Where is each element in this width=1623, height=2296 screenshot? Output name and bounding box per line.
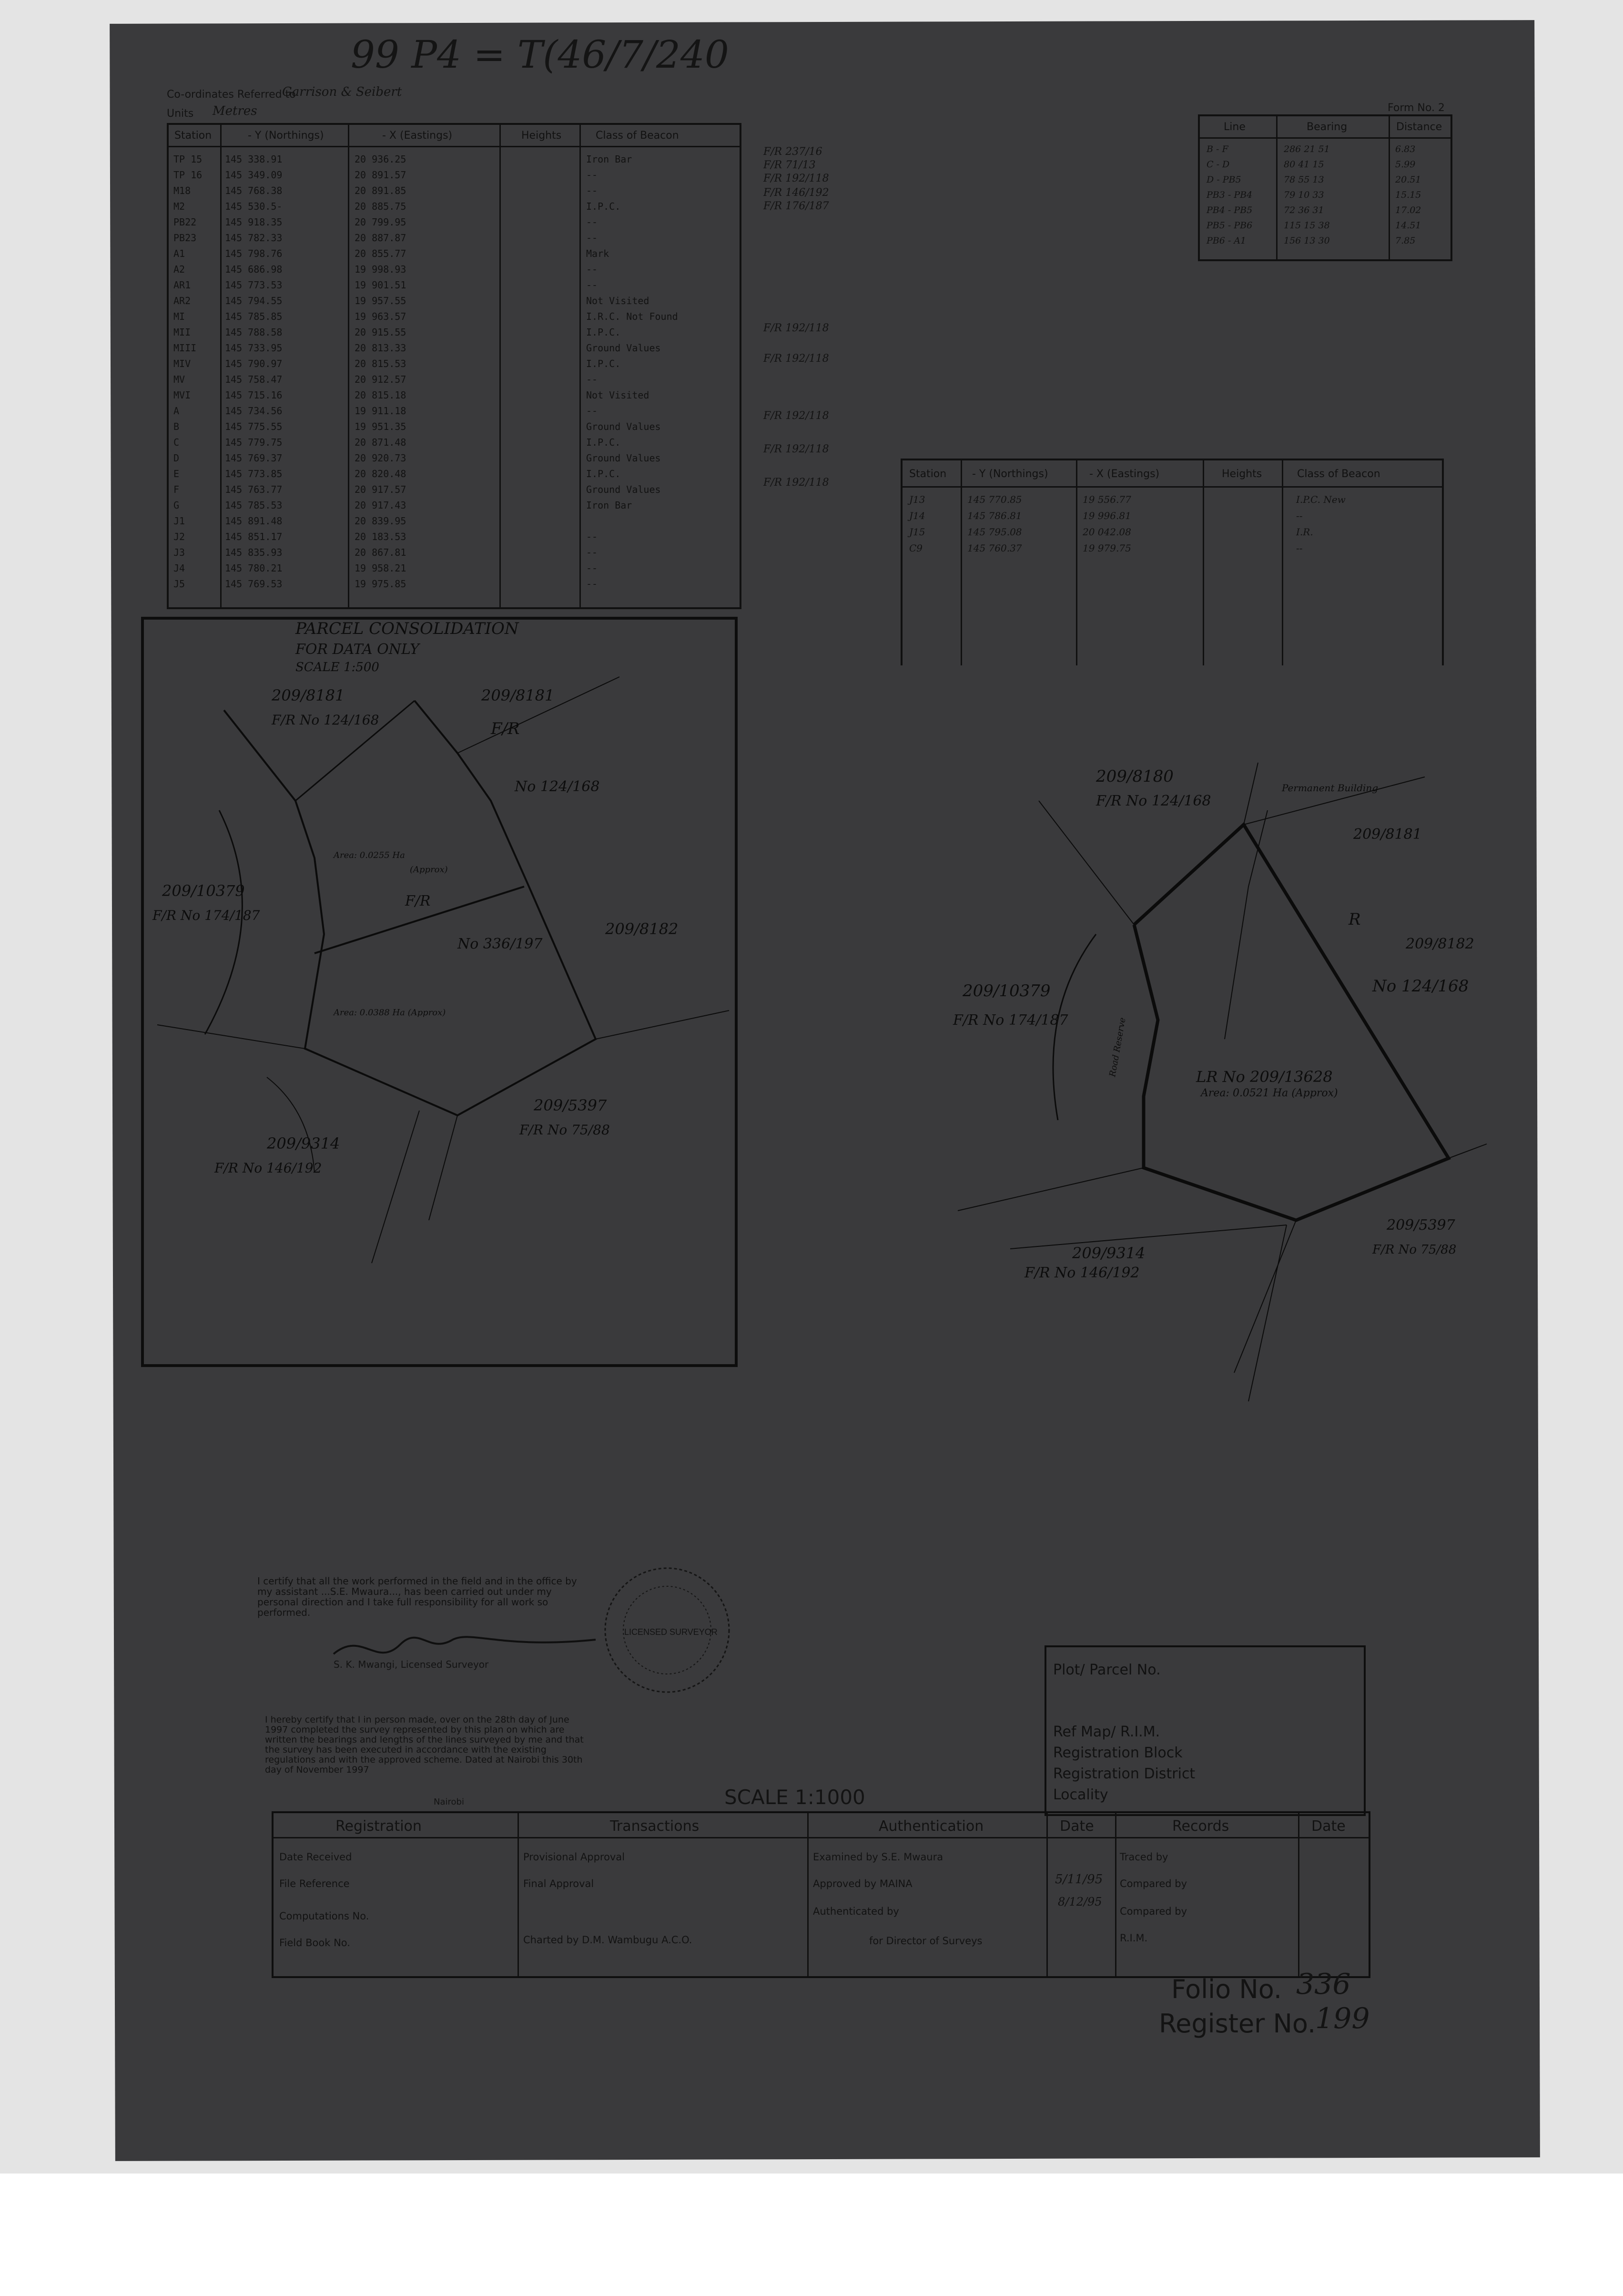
coord-cell: I.P.C. (586, 437, 621, 448)
main-plan-labels (953, 767, 1474, 1281)
coord-cell: 145 918.35 (225, 216, 283, 228)
station-cell: -- (1296, 510, 1303, 521)
coord-cell: 19 998.93 (355, 264, 406, 275)
station-cell: J14 (909, 510, 925, 521)
records-rim: R.I.M. (1120, 1932, 1148, 1944)
coord-cell: 145 773.85 (225, 468, 283, 480)
reg-header-transactions: Transactions (610, 1818, 700, 1835)
coord-cell: 145 790.97 (225, 358, 283, 369)
inset-subtitle: FOR DATA ONLY (295, 641, 419, 658)
station-cell: J13 (909, 494, 925, 505)
coord-cell: 19 958.21 (355, 562, 406, 574)
line-cell: 115 15 38 (1284, 220, 1330, 231)
line-header-bearing: Bearing (1307, 121, 1348, 133)
coord-cell: J4 (173, 562, 185, 574)
line-cell: C - D (1207, 159, 1230, 170)
line-cell: 15.15 (1395, 190, 1421, 200)
coord-cell: PB22 (173, 216, 197, 228)
coord-cell: 145 891.48 (225, 515, 283, 527)
certification-para-1: I certify that all the work performed in the field and in the office by my assistant ...S.E. Mwaura..., has been carried out under my personal direction and I take full responsibility for all work so performed. (257, 1575, 577, 1618)
line-cell: 20.51 (1395, 174, 1421, 185)
station-header-eastings: - X (Eastings) (1089, 468, 1160, 480)
records-traced: Traced by (1120, 1851, 1168, 1863)
records-compared-1: Compared by (1120, 1878, 1187, 1889)
form-number: Form No. 2 (1388, 102, 1445, 114)
coord-cell: 145 775.55 (225, 421, 283, 432)
coord-cell: I.P.C. (586, 358, 621, 369)
coord-cell: -- (586, 264, 598, 275)
coord-header-northings: - Y (Northings) (248, 130, 324, 142)
folio-label: Folio No. (1171, 1974, 1282, 2004)
coord-cell: -- (586, 216, 598, 228)
coord-cell: AR2 (173, 295, 191, 306)
signature-mark (334, 1637, 596, 1654)
inset-label-n4: 209/8182 (605, 920, 679, 938)
certification-small-note: Nairobi (434, 1797, 464, 1807)
inset-label-n5: 209/10379 (162, 882, 245, 900)
coord-cell: 20 183.53 (355, 531, 406, 542)
coord-cell: 145 733.95 (225, 342, 283, 354)
auth-director: for Director of Surveys (869, 1935, 983, 1947)
records-compared-2: Compared by (1120, 1906, 1187, 1917)
line-cell: 14.51 (1395, 220, 1421, 231)
auth-approved: Approved by MAINA (813, 1878, 913, 1889)
station-cell: 20 042.08 (1083, 526, 1131, 538)
coord-cell: 20 799.95 (355, 216, 406, 228)
station-header-class: Class of Beacon (1297, 468, 1380, 480)
coord-cell: Mark (586, 248, 609, 259)
reg-field-book: Field Book No. (279, 1937, 350, 1949)
coord-cell: MI (173, 311, 185, 322)
trans-provisional: Provisional Approval (523, 1851, 625, 1863)
line-cell: D - PB5 (1207, 174, 1241, 185)
reg-file-reference: File Reference (279, 1878, 350, 1889)
line-cell: 17.02 (1395, 205, 1421, 215)
main-label-a: 209/8180 (1096, 767, 1174, 786)
inset-label-n6b: F/R No 75/88 (519, 1122, 610, 1138)
ref-map-label: Ref Map/ R.I.M. (1053, 1724, 1160, 1740)
inset-label-n3: F/R (491, 719, 520, 738)
inset-label-n7: 209/9314 (267, 1134, 340, 1153)
coord-cell: 20 815.53 (355, 358, 406, 369)
side-note: F/R 192/118 (763, 443, 829, 455)
side-note: F/R 192/118 (763, 410, 829, 422)
plot-parcel-label: Plot/ Parcel No. (1053, 1662, 1161, 1678)
coord-cell: 20 887.87 (355, 232, 406, 244)
line-header-line: Line (1224, 121, 1246, 133)
coord-cell: 145 780.21 (225, 562, 283, 574)
side-note: F/R 176/187 (763, 200, 829, 212)
line-cell: 80 41 15 (1284, 159, 1324, 170)
coord-cell: 20 912.57 (355, 374, 406, 385)
side-note: F/R 192/118 (763, 173, 829, 184)
coord-cell: 145 785.53 (225, 500, 283, 511)
line-header-distance: Distance (1396, 121, 1442, 133)
station-cell: 19 556.77 (1083, 494, 1131, 505)
inset-area-2: Area: 0.0388 Ha (Approx) (334, 1008, 446, 1018)
coord-cell: J1 (173, 515, 185, 527)
coord-header-eastings: - X (Eastings) (382, 130, 453, 142)
inset-label-n3b: No 124/168 (515, 778, 600, 795)
station-cell: 145 795.08 (967, 526, 1022, 538)
main-label-ib: F/R No 146/192 (1025, 1265, 1140, 1281)
main-label-e: 209/8182 (1406, 936, 1474, 952)
station-header-station: Station (909, 468, 947, 480)
coord-cell: 145 779.75 (225, 437, 283, 448)
station-cell: 145 770.85 (967, 494, 1022, 505)
coord-cell: I.P.C. (586, 201, 621, 212)
coord-cell: 20 867.81 (355, 547, 406, 558)
reg-header-registration: Registration (335, 1818, 422, 1835)
plot-parcel-box (1045, 1645, 1366, 1816)
coord-cell: M2 (173, 201, 185, 212)
inset-area-1: Area: 0.0255 Ha (334, 850, 405, 860)
inset-label-n1b: F/R No 124/168 (272, 712, 379, 728)
registration-table (272, 1811, 1370, 1978)
coord-cell: 145 530.5- (225, 201, 283, 212)
inset-label-n6: 209/5397 (534, 1096, 607, 1114)
inset-title: PARCEL CONSOLIDATION (295, 619, 519, 638)
coord-cell: 20 915.55 (355, 327, 406, 338)
coord-cell: 145 773.53 (225, 279, 283, 291)
coord-cell: 20 820.48 (355, 468, 406, 480)
coord-cell: G (173, 500, 180, 511)
coord-cell: MII (173, 327, 191, 338)
coord-cell: 145 768.38 (225, 185, 283, 196)
coord-cell: MV (173, 374, 185, 385)
coord-cell: 20 920.73 (355, 452, 406, 464)
line-cell: PB6 - A1 (1207, 235, 1247, 246)
main-label-ab: F/R No 124/168 (1096, 793, 1211, 809)
inset-label-n7b: F/R No 146/192 (214, 1160, 322, 1176)
coord-cell: 145 686.98 (225, 264, 283, 275)
line-cell: 6.83 (1395, 144, 1416, 154)
station-cell: C9 (909, 542, 923, 554)
coord-cell: 20 936.25 (355, 153, 406, 165)
coord-cell: C (173, 437, 180, 448)
coord-cell: 145 798.76 (225, 248, 283, 259)
coord-cell: 20 885.75 (355, 201, 406, 212)
coord-cell: TP 15 (173, 153, 203, 165)
station-cell: I.P.C. New (1296, 494, 1346, 505)
inset-area-1b: (Approx) (410, 865, 448, 875)
coord-cell: 145 788.58 (225, 327, 283, 338)
coord-cell: 19 963.57 (355, 311, 406, 322)
station-cell: I.R. (1296, 526, 1313, 538)
coord-cell: Not Visited (586, 389, 649, 401)
main-label-area: Area: 0.0521 Ha (Approx) (1201, 1087, 1338, 1099)
auth-date-1: 5/11/95 (1055, 1872, 1103, 1887)
line-cell: 78 55 13 (1284, 174, 1324, 185)
coord-cell: 145 851.17 (225, 531, 283, 542)
main-label-h: 209/5397 (1387, 1217, 1455, 1234)
side-note: F/R 237/16 (763, 146, 822, 158)
coord-cell: Iron Bar (586, 500, 632, 511)
auth-authenticated: Authenticated by (813, 1906, 899, 1917)
coord-cell: I.P.C. (586, 327, 621, 338)
coord-cell: -- (586, 169, 598, 181)
coord-cell: Ground Values (586, 421, 661, 432)
coord-cell: 145 763.77 (225, 484, 283, 495)
line-cell: 156 13 30 (1284, 235, 1330, 246)
coord-cell: -- (586, 279, 598, 291)
coord-cell: 20 891.57 (355, 169, 406, 181)
coord-cell: J3 (173, 547, 185, 558)
coord-cell: 20 871.48 (355, 437, 406, 448)
certification-signer: S. K. Mwangi, Licensed Surveyor (334, 1659, 489, 1670)
coord-cell: MVI (173, 389, 191, 401)
station-cell: J15 (909, 526, 925, 538)
coord-cell: E (173, 468, 180, 480)
coord-cell: 145 758.47 (225, 374, 283, 385)
coord-cell: Ground Values (586, 452, 661, 464)
side-note: F/R 192/118 (763, 353, 829, 365)
side-note: F/R 71/13 (763, 159, 816, 171)
coord-cell: 20 917.57 (355, 484, 406, 495)
coord-cell: -- (586, 374, 598, 385)
units-label: Units (167, 108, 194, 120)
coord-header-class: Class of Beacon (596, 130, 679, 142)
trans-charted: Charted by D.M. Wambugu A.C.O. (523, 1934, 692, 1946)
coord-cell: 20 815.18 (355, 389, 406, 401)
certification-para-2: I hereby certify that I in person made, over on the 28th day of June 1997 completed the survey represented by this plan on which are written the bearings and lengths of the lines surveyed by me and that the survey has been executed in accordance with the existing regulations and with the approved scheme. Dated at Nairobi this 30th day of November 1997 (265, 1714, 584, 1775)
coord-cell: 145 715.16 (225, 389, 283, 401)
coord-cell: PB23 (173, 232, 197, 244)
stamp-text: LICENSED SURVEYOR (624, 1627, 718, 1637)
main-label-d: R (1349, 910, 1361, 929)
main-label-fb: F/R No 174/187 (953, 1012, 1068, 1029)
line-cell: PB3 - PB4 (1207, 190, 1253, 200)
registration-district-label: Registration District (1053, 1765, 1196, 1782)
coord-cell: -- (586, 232, 598, 244)
line-cell: 72 36 31 (1284, 205, 1324, 215)
reg-header-date: Date (1060, 1818, 1094, 1835)
station-cell: 145 786.81 (967, 510, 1022, 521)
line-cell: B - F (1207, 144, 1228, 154)
inset-label-n1: 209/8181 (272, 686, 345, 704)
main-label-i: 209/9314 (1072, 1244, 1146, 1262)
line-cell: PB5 - PB6 (1207, 220, 1253, 231)
auth-date-2: 8/12/95 (1058, 1895, 1102, 1908)
coord-cell: Not Visited (586, 295, 649, 306)
coord-cell: 20 839.95 (355, 515, 406, 527)
station-cell: -- (1296, 542, 1303, 554)
coord-cell: I.P.C. (586, 468, 621, 480)
coord-cell: 145 769.53 (225, 578, 283, 590)
coord-header-station: Station (174, 130, 212, 142)
side-note: F/R 146/192 (763, 187, 829, 199)
coord-cell: -- (586, 578, 598, 590)
coords-referred-label: Co-ordinates Referred to (167, 89, 296, 101)
reg-computations: Computations No. (279, 1910, 369, 1922)
coord-cell: 19 975.85 (355, 578, 406, 590)
line-cell: 7.85 (1395, 235, 1416, 246)
coord-cell: J2 (173, 531, 185, 542)
scale-label: SCALE 1:1000 (724, 1786, 865, 1809)
line-cell: 5.99 (1395, 159, 1416, 170)
coord-cell: Ground Values (586, 484, 661, 495)
coord-cell: 145 785.85 (225, 311, 283, 322)
coord-cell: 19 901.51 (355, 279, 406, 291)
coord-cell: 20 917.43 (355, 500, 406, 511)
main-label-c: 209/8181 (1353, 826, 1422, 843)
main-label-f: 209/10379 (963, 981, 1051, 1000)
coord-cell: 145 349.09 (225, 169, 283, 181)
coord-cell: -- (586, 185, 598, 196)
coord-header-heights: Heights (521, 130, 562, 142)
main-label-hb: F/R No 75/88 (1372, 1243, 1457, 1257)
side-note: F/R 192/118 (763, 477, 829, 489)
locality-label: Locality (1053, 1786, 1108, 1803)
station-cell: 19 979.75 (1083, 542, 1131, 554)
coord-cell: MIV (173, 358, 191, 369)
coord-cell: I.R.C. Not Found (586, 311, 678, 322)
coord-cell: 145 338.91 (225, 153, 283, 165)
coord-cell: 19 911.18 (355, 405, 406, 417)
side-note: F/R 192/118 (763, 322, 829, 334)
reg-header-date-2: Date (1311, 1818, 1346, 1835)
coord-cell: F (173, 484, 180, 495)
main-label-building: Permanent Building (1282, 782, 1379, 794)
main-label-lr: LR No 209/13628 (1196, 1068, 1333, 1086)
coord-cell: 19 957.55 (355, 295, 406, 306)
coord-cell: Ground Values (586, 342, 661, 354)
coord-cell: 145 835.93 (225, 547, 283, 558)
trans-final: Final Approval (523, 1878, 594, 1889)
surveyor-stamp (605, 1568, 729, 1692)
coord-cell: A1 (173, 248, 185, 259)
inset-label-n2: 209/8181 (481, 686, 555, 704)
inset-label-n5b: F/R No 174/187 (152, 908, 260, 923)
coord-cell: 20 855.77 (355, 248, 406, 259)
coord-cell: 20 813.33 (355, 342, 406, 354)
coord-cell: 145 794.55 (225, 295, 283, 306)
units-value: Metres (213, 104, 257, 118)
coord-cell: 19 951.35 (355, 421, 406, 432)
coord-cell: Iron Bar (586, 153, 632, 165)
main-label-d2: No 124/168 (1372, 977, 1469, 996)
line-cell: PB4 - PB5 (1207, 205, 1253, 215)
coord-cell: MIII (173, 342, 197, 354)
line-cell: 286 21 51 (1284, 144, 1330, 154)
coord-cell: -- (586, 562, 598, 574)
coord-cell: 145 769.37 (225, 452, 283, 464)
coord-cell: 145 734.56 (225, 405, 283, 417)
inset-parcel-number: No 336/197 (457, 936, 543, 952)
coord-cell: A2 (173, 264, 185, 275)
register-label: Register No. (1159, 2009, 1316, 2039)
coord-cell: D (173, 452, 180, 464)
line-cell: 79 10 33 (1284, 190, 1324, 200)
station-cell: 145 760.37 (967, 542, 1022, 554)
inset-scale: SCALE 1:500 (295, 660, 379, 674)
coords-referred-value: Garrison & Seibert (282, 85, 402, 99)
station-header-heights: Heights (1222, 468, 1262, 480)
station-header-northings: - Y (Northings) (972, 468, 1048, 480)
coord-cell: J5 (173, 578, 185, 590)
inset-lr-label: F/R (405, 893, 431, 909)
coord-cell: M18 (173, 185, 191, 196)
registration-block-label: Registration Block (1053, 1745, 1183, 1761)
coord-cell: B (173, 421, 180, 432)
coord-cell: A (173, 405, 180, 417)
register-value: 199 (1315, 2002, 1370, 2035)
coord-cell: TP 16 (173, 169, 203, 181)
coord-cell: 20 891.85 (355, 185, 406, 196)
reg-date-received: Date Received (279, 1851, 352, 1863)
coord-cell: -- (586, 547, 598, 558)
coord-cell: 145 782.33 (225, 232, 283, 244)
main-label-road: Road Reserve (1107, 1017, 1128, 1078)
coord-cell: -- (586, 531, 598, 542)
station-cell: 19 996.81 (1083, 510, 1131, 521)
coord-cell: AR1 (173, 279, 191, 291)
top-annotation: 99 P4 = T(46/7/240 (351, 32, 729, 77)
reg-header-records: Records (1172, 1818, 1229, 1835)
coord-cell: -- (586, 405, 598, 417)
reg-header-authentication: Authentication (879, 1818, 984, 1835)
folio-value: 336 (1296, 1968, 1351, 2001)
auth-examined: Examined by S.E. Mwaura (813, 1851, 943, 1863)
